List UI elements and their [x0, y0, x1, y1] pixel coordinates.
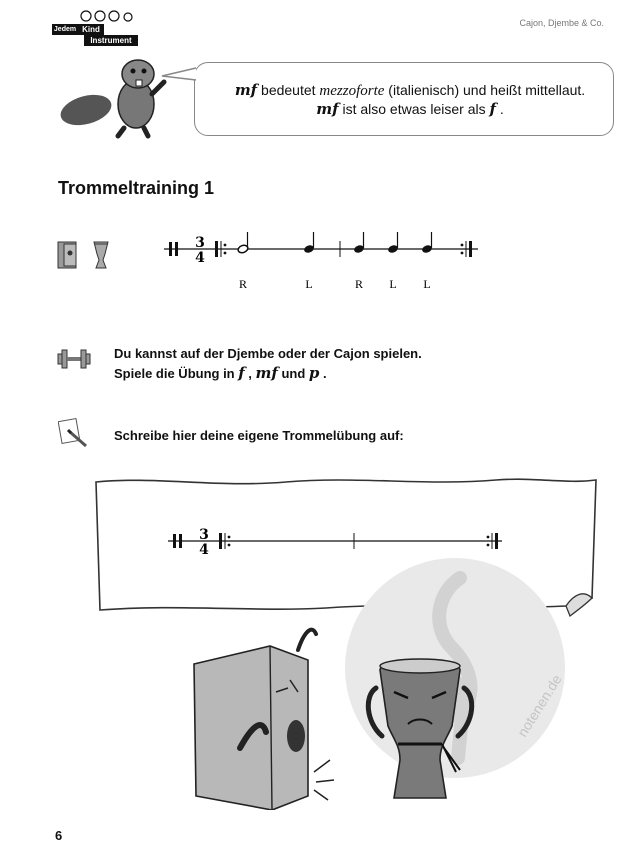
quarter-note [387, 232, 399, 254]
sticking-label: L [423, 277, 431, 291]
logo-word-3: Instrument [84, 35, 138, 46]
speech-bubble-tail [160, 66, 198, 82]
time-sig-bottom: 4 [199, 542, 209, 558]
page-number: 6 [55, 828, 63, 843]
dynamic-mf: mf [234, 81, 258, 99]
tip-line-2: mf ist also etwas leiser als f . [316, 100, 504, 118]
practice-instruction-2: Spiele die Übung in f , mf und p . [114, 364, 327, 382]
quarter-note [303, 232, 315, 254]
section-title: Cajon, Djembe & Co. [519, 18, 604, 28]
logo-word-1: Jedem [53, 26, 77, 33]
time-sig-bottom: 4 [195, 250, 205, 266]
publisher-logo [52, 8, 142, 44]
sticking-label: R [354, 277, 364, 291]
cajon-character-illustration [180, 620, 340, 810]
rhythm-notation [160, 232, 490, 302]
cajon-icon [58, 242, 76, 268]
pencil-paper-icon [58, 418, 90, 448]
dynamic-mf: mf [255, 364, 278, 382]
quarter-note [421, 232, 433, 254]
watermark-text: notenen.de [513, 671, 565, 740]
half-note [237, 232, 249, 254]
tip-line-1: mf bedeutet mezzoforte (italienisch) und heißt mittellaut. [234, 81, 586, 99]
sticking-label: R [238, 277, 248, 291]
write-instruction: Schreibe hier deine eigene Trommelübung auf: [114, 428, 404, 443]
term-mezzoforte: mezzoforte [319, 83, 385, 99]
dynamic-p: p [308, 364, 320, 382]
dumbbell-icon [56, 344, 92, 370]
practice-instruction-1: Du kannst auf der Djembe oder der Cajon spielen. [114, 346, 422, 361]
cajon-djembe-icons [56, 238, 118, 272]
sticking-label: L [305, 277, 313, 291]
djembe-icon [94, 242, 108, 268]
quarter-note [353, 232, 365, 254]
dynamic-f: f [238, 364, 245, 382]
time-sig-top: 3 [195, 235, 205, 251]
dynamic-f: f [489, 100, 496, 118]
djembe-character-illustration [360, 640, 480, 810]
sticking-label: L [389, 277, 397, 291]
logo-word-2: Kind [78, 24, 104, 35]
dynamic-mf: mf [316, 100, 339, 118]
time-sig-top: 3 [199, 527, 209, 543]
exercise-title: Trommeltraining 1 [58, 178, 215, 198]
